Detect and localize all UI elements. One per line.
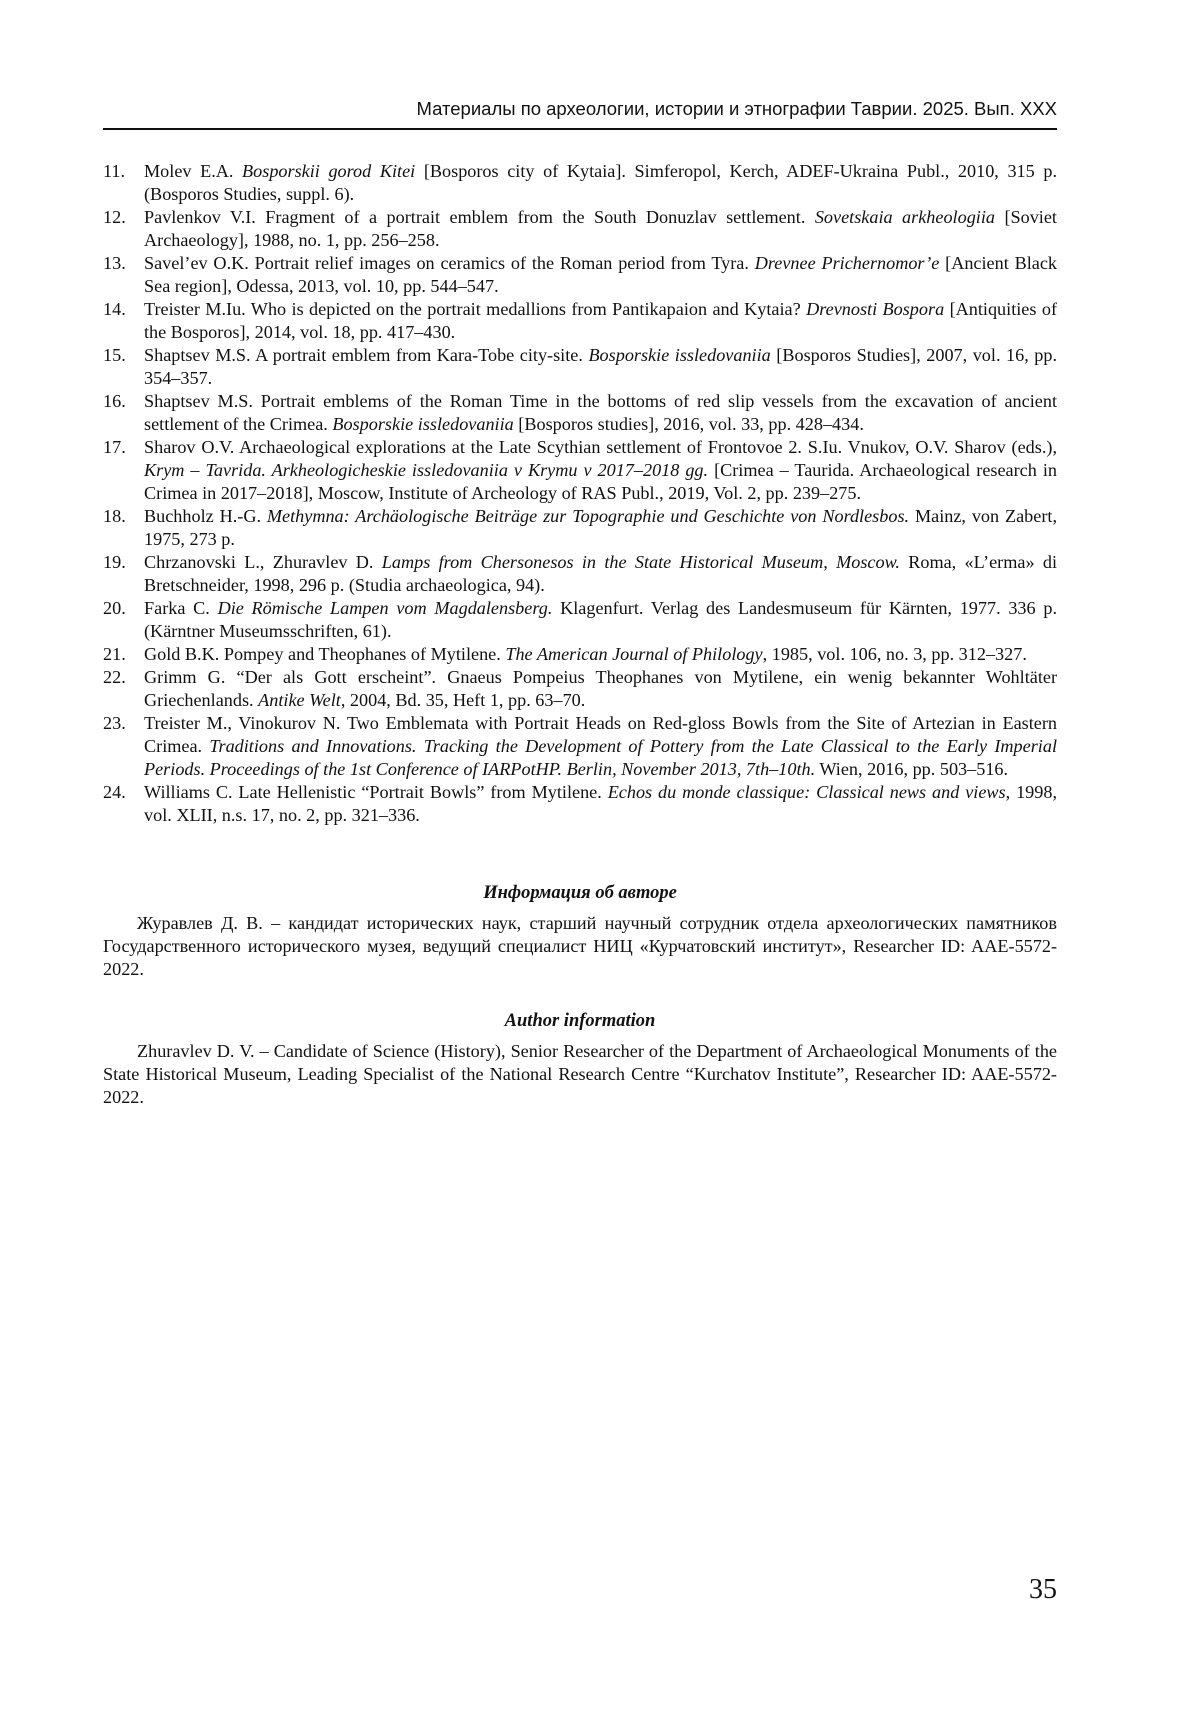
reference-text-segment: Grimm G. “Der als Gott erscheint”. Gnaeus Pompeius Theophanes von Mytilene, ein wenig bekannter Wohltäter Griechenlands. [144, 667, 1057, 710]
reference-text-segment: [Antiquities of the Bosporos], 2014, vol. 18, pp. 417–430. [144, 299, 1057, 342]
reference-text [144, 781, 1057, 827]
author-info-title-en: Author information [504, 1011, 656, 1031]
page-number: 35 [1029, 1574, 1057, 1605]
reference-item [103, 436, 1057, 505]
reference-text-segment: Roma, «L’erma» di Bretschneider, 1998, 296 p. (Studia archaeologica, 94). [144, 552, 1058, 595]
reference-number: 21. [103, 644, 126, 664]
reference-text-segment: Shaptsev M.S. A portrait emblem from Kara-Tobe city-site. [144, 345, 589, 365]
reference-number: 11. [103, 161, 126, 181]
reference-text [144, 505, 1057, 551]
running-header: Материалы по археологии, истории и этнографии Таврии. 2025. Вып. XXX [103, 98, 1057, 130]
reference-text-segment: [Bosporos Studies], 2007, vol. 16, pp. 354–357. [144, 345, 1057, 388]
reference-number: 19. [103, 552, 126, 572]
reference-text [144, 666, 1057, 712]
reference-item [103, 160, 1057, 206]
reference-text-segment: Chrzanovski L., Zhuravlev D. [144, 552, 382, 572]
reference-title-italic: The American Journal of Philology [505, 644, 763, 664]
reference-text-segment: Sharov O.V. Archaeological explorations at the Late Scythian settlement of Frontovoe 2. S.Iu. Vnukov, O.V. Sharov (eds.), [144, 437, 1057, 457]
reference-number: 13. [103, 253, 126, 273]
reference-text [144, 252, 1057, 298]
reference-text [144, 712, 1057, 781]
reference-item [103, 643, 1057, 666]
reference-number: 14. [103, 299, 126, 319]
reference-title-italic: Krym – Tavrida. Arkheologicheskie issledovaniia v Krymu v 2017–2018 gg. [144, 460, 709, 480]
reference-text [144, 298, 1057, 344]
reference-number: 20. [103, 598, 126, 618]
reference-text [144, 206, 1057, 252]
reference-item [103, 712, 1057, 781]
reference-number: 17. [103, 437, 126, 457]
reference-title-italic: Lamps from Chersonesos in the State Historical Museum, Moscow. [381, 552, 900, 572]
reference-text [144, 436, 1057, 505]
reference-text-segment: , 1985, vol. 106, no. 3, pp. 312–327. [762, 644, 1027, 664]
reference-title-italic: Bosporskie issledovaniia [332, 414, 514, 434]
reference-text-segment: , 2004, Bd. 35, Heft 1, pp. 63–70. [340, 690, 586, 710]
reference-text [144, 551, 1057, 597]
author-info-text-en: Zhuravlev D. V. – Candidate of Science (History), Senior Researcher of the Department of Archaeological Monuments of the State Historical Museum, Leading Specialist of the National Research Centre “Kurchatov Institute”, Researcher ID: AAE-5572-2022. [103, 1041, 1057, 1107]
reference-item [103, 298, 1057, 344]
reference-number: 12. [103, 207, 126, 227]
reference-number: 15. [103, 345, 126, 365]
reference-title-italic: Drevnosti Bospora [806, 299, 945, 319]
reference-number: 22. [103, 667, 126, 687]
reference-text-segment: Klagenfurt. Verlag des Landesmuseum für Kärnten, 1977. 336 p. (Kärntner Museumsschriften, 61). [144, 598, 1057, 641]
reference-text-segment: , 1998, vol. XLII, n.s. 17, no. 2, pp. 321–336. [144, 782, 1058, 825]
reference-text-segment: Wien, 2016, pp. 503–516. [815, 759, 1009, 779]
reference-item [103, 666, 1057, 712]
reference-text-segment: Savel’ev O.K. Portrait relief images on ceramics of the Roman period from Tyra. [144, 253, 755, 273]
author-info-text-ru: Журавлев Д. В. – кандидат исторических наук, старший научный сотрудник отдела археологических памятников Государственного исторического музея, ведущий специалист НИЦ «Курчатовский институт», Researcher ID: AAE-5572-2022. [103, 913, 1057, 979]
reference-item [103, 551, 1057, 597]
reference-text [144, 643, 1057, 666]
reference-text [144, 390, 1057, 436]
reference-item [103, 781, 1057, 827]
reference-text-segment: Pavlenkov V.I. Fragment of a portrait emblem from the South Donuzlav settlement. [144, 207, 815, 227]
reference-item [103, 252, 1057, 298]
reference-number: 16. [103, 391, 126, 411]
reference-item [103, 505, 1057, 551]
author-info-title-ru: Информация об авторе [483, 883, 677, 903]
reference-text-segment: [Bosporos studies], 2016, vol. 33, pp. 428–434. [513, 414, 864, 434]
reference-text [144, 160, 1057, 206]
reference-title-italic: Drevnee Prichernomor’e [754, 253, 940, 273]
reference-title-italic: Bosporskie issledovaniia [588, 345, 771, 365]
reference-text [144, 344, 1057, 390]
reference-title-italic: Die Römische Lampen vom Magdalensberg. [217, 598, 553, 618]
reference-text-segment: Shaptsev M.S. Portrait emblems of the Roman Time in the bottoms of red slip vessels from the excavation of ancient settlement of the Crimea. [144, 391, 1057, 434]
reference-text-segment: Farka C. [144, 598, 218, 618]
reference-item [103, 597, 1057, 643]
reference-number: 18. [103, 506, 126, 526]
reference-title-italic: Methymna: Archäologische Beiträge zur Topographie und Geschichte von Nordlesbos. [266, 506, 910, 526]
reference-text-segment: [Bosporos city of Kytaia]. Simferopol, Kerch, ADEF-Ukraina Publ., 2010, 315 p. (Bosporos Studies, suppl. 6). [144, 161, 1057, 204]
reference-item [103, 390, 1057, 436]
reference-text-segment: [Ancient Black Sea region], Odessa, 2013, vol. 10, pp. 544–547. [144, 253, 1057, 296]
reference-text-segment: Williams C. Late Hellenistic “Portrait Bowls” from Mytilene. [144, 782, 608, 802]
reference-title-italic: Sovetskaia arkheologiia [814, 207, 995, 227]
reference-item [103, 344, 1057, 390]
reference-title-italic: Echos du monde classique: Classical news and views [607, 782, 1006, 802]
reference-text-segment: [Soviet Archaeology], 1988, no. 1, pp. 256–258. [144, 207, 1057, 250]
reference-text-segment: Treister M., Vinokurov N. Two Emblemata with Portrait Heads on Red-gloss Bowls from the Site of Artezian in Eastern Crimea. [144, 713, 1057, 756]
reference-title-italic: Antike Welt [258, 690, 341, 710]
reference-text-segment: Buchholz H.-G. [144, 506, 267, 526]
reference-text-segment: Treister M.Iu. Who is depicted on the portrait medallions from Pantikapaion and Kytaia? [144, 299, 807, 319]
reference-text-segment: [Crimea – Taurida. Archaeological research in Crimea in 2017–2018], Moscow, Institute of Archeology of RAS Publ., 2019, Vol. 2, pp. 239–275. [144, 460, 1057, 503]
reference-title-italic: Bosporskii gorod Kitei [242, 161, 416, 181]
reference-text-segment: Gold B.K. Pompey and Theophanes of Mytilene. [144, 644, 506, 664]
reference-text [144, 597, 1057, 643]
reference-item [103, 206, 1057, 252]
reference-number: 24. [103, 782, 126, 802]
reference-list [103, 160, 1057, 827]
reference-text-segment: Mainz, von Zabert, 1975, 273 p. [144, 506, 1057, 549]
reference-number: 23. [103, 713, 126, 733]
reference-title-italic: Traditions and Innovations. Tracking the Development of Pottery from the Late Classical to the Early Imperial Periods. Proceedings of the 1st Conference of IARPotHP. Berlin, November 2013, 7th–10th. [144, 736, 1057, 779]
reference-text-segment: Molev E.A. [144, 161, 243, 181]
